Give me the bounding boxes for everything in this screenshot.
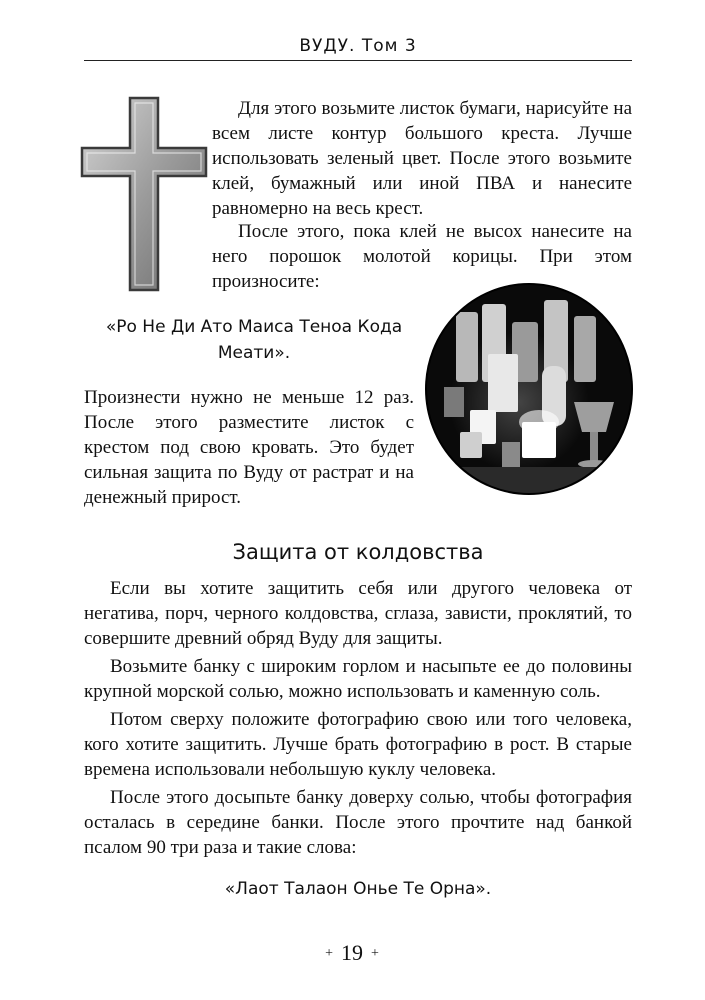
paragraph-5: Возьмите банку с широким горлом и насыпьте ее до половины крупной морской солью, можно использовать и каменную соль. — [84, 656, 632, 702]
paragraph-6: Потом сверху положите фотографию свою или того человека, кого хотите защитить. Лучше брать фотографию в рост. В старые времена использовали небольшую куклу человека. — [84, 709, 632, 780]
paragraph-1: Для этого возьмите листок бумаги, нарисуйте на всем листе контур большого креста. Лучше использовать зеленый цвет. После этого возьмите клей, бумажный или иной ПВА и нанесите равномерно на весь крест. — [212, 98, 632, 219]
ornament-left: + — [325, 946, 333, 961]
running-header: ВУДУ. Том 3 — [84, 36, 632, 61]
paragraph-7: После этого досыпьте банку доверху солью, чтобы фотография осталась в середине банки. После этого прочтите над банкой псалом 90 три раза и такие слова: — [84, 787, 632, 858]
incantation-2: «Лаот Талаон Онье Те Орна». — [224, 879, 492, 899]
page-number-footer — [252, 940, 452, 966]
candles-photo — [424, 282, 634, 496]
cross-illustration — [80, 96, 208, 292]
paragraph-3: Произнести нужно не меньше 12 раз. После этого разместите листок с крестом под свою кровать. Это будет сильная защита по Вуду от растрат и на денежный прирост. — [84, 387, 414, 508]
ornament-right: + — [371, 946, 379, 961]
paragraph-2: После этого, пока клей не высох нанесите на него порошок молотой корицы. При этом произносите: — [212, 221, 632, 292]
paragraph-4: Если вы хотите защитить себя или другого человека от негатива, порч, черного колдовства, сглаза, зависти, проклятий, то совершите древний обряд Вуду для защиты. — [84, 578, 632, 649]
incantation-1: «Ро Не Ди Ато Маиса Теноа Кода Меати». — [105, 317, 403, 363]
section-heading: Защита от колдовства — [232, 540, 484, 564]
page-number: 19 — [341, 940, 363, 965]
